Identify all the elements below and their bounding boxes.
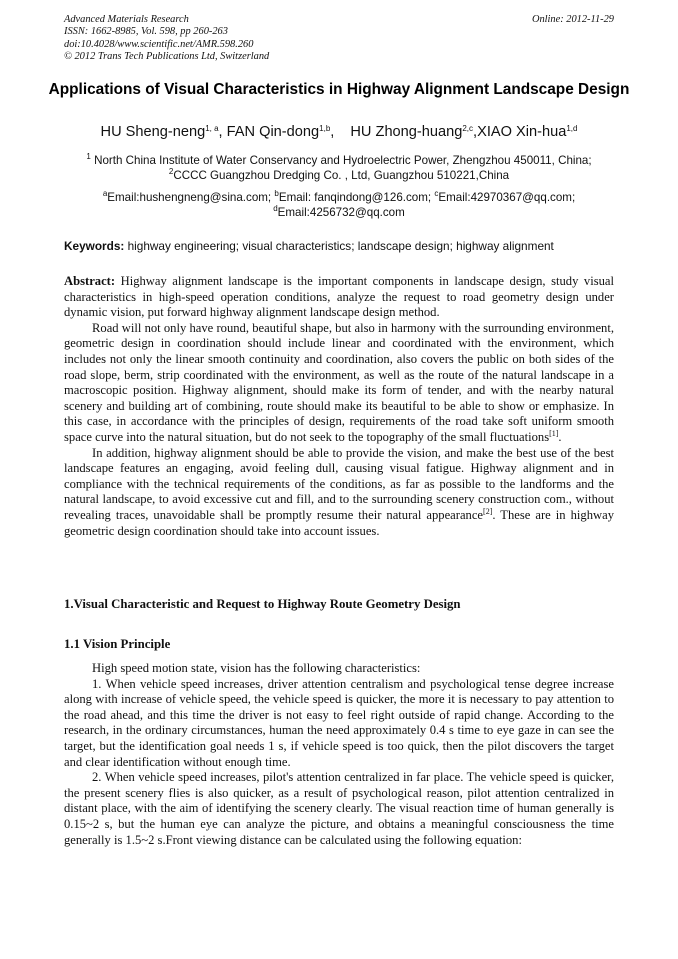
- author-affil-mark: 1,d: [566, 124, 578, 133]
- journal-name: Advanced Materials Research: [64, 14, 189, 25]
- body-paragraph: 1. When vehicle speed increases, driver attention centralism and psychological tense degree increase along with increase of vehicle speed, the vehicle speed is quicker, the more it is necessary to pay attention to the road ahead, and this time the driver is not easy to feel right outside of rapid change. According to the research, in the ordinary circumstances, human the need approximately 0.4 s time to eye gaze in can see the target, but the identification goal needs 1 s, if vehicle speed is too quick, then the pilot discovers the target and clear identification without enough time.: [64, 676, 614, 769]
- affiliations: [40, 153, 638, 183]
- author-list: HU Sheng-neng$^{1, a}$, FAN Qin-dong$^{1,b}$, HU Zhong-huang$^{2,c}$,XIAO Xin-hua$^{1,d}$: [100, 124, 578, 140]
- email-link[interactable]: Email:42970367@qq.com;: [438, 191, 576, 204]
- author-emails: $^a$Email:hushengneng@sina.com; $^b$Email: fanqindong@126.com; $^c$Email:42970367@qq.com; $^d$Email:4256732@qq.com: [102, 189, 576, 219]
- keywords: [64, 239, 618, 253]
- keywords-text: highway engineering; visual characteristics; landscape design; highway alignment: [127, 239, 554, 253]
- abstract-paragraph: Abstract: Highway alignment landscape is the important components in landscape design, study visual characteristics in high-speed operation conditions, analyze the request to road geometry design under dynamic vision, put forward highway alignment landscape design method.: [64, 274, 614, 320]
- affiliation-1: $^1$ North China Institute of Water Conservancy and Hydroelectric Power, Zhengzhou 450011, China;: [86, 152, 592, 167]
- doi-line: doi:10.4028/www.scientific.net/AMR.598.260: [64, 38, 254, 50]
- abstract: [64, 274, 614, 539]
- keywords-label: Keywords:: [64, 239, 125, 253]
- email-link[interactable]: Email:4256732@qq.com: [277, 206, 405, 219]
- author-name: HU Sheng-neng: [100, 124, 206, 140]
- citation-ref: [2]: [483, 506, 493, 516]
- author-name: HU Zhong-huang: [350, 124, 463, 140]
- section-body: [64, 661, 614, 848]
- email-link[interactable]: Email:hushengneng@sina.com;: [107, 191, 272, 204]
- copyright-line: © 2012 Trans Tech Publications Ltd, Switzerland: [64, 51, 270, 63]
- journal-header: [64, 14, 614, 64]
- author-affil-mark: 2,c: [462, 124, 474, 133]
- affiliation-2: $^2$CCCC Guangzhou Dredging Co. , Ltd, Guangzhou 510221,China: [168, 167, 510, 182]
- author-affil-mark: 1, a: [205, 124, 219, 133]
- paper-title: Applications of Visual Characteristics in Highway Alignment Landscape Design: [48, 81, 630, 98]
- citation-ref: [1]: [549, 428, 559, 438]
- author-affil-mark: 1,b: [319, 124, 331, 133]
- issn-line: ISSN: 1662-8985, Vol. 598, pp 260-263: [64, 26, 228, 38]
- author-name: XIAO Xin-hua: [477, 124, 567, 140]
- body-paragraph: High speed motion state, vision has the following characteristics:: [92, 661, 421, 675]
- abstract-paragraph: Road will not only have round, beautiful shape, but also in harmony with the surrounding environment, geometric design in coordination should include linear and coordinated with the environment, which includes not only the linear smooth continuity and coordination, also covers the public on both sides of the road slope, berm, strip coordinated with the environment, as well as the route of the natural landscape in a macroscopic position. Highway alignment, should make its form of tender, and with the nearby natural scenery and building art of combining, route should make its beautiful to be able to show or emphasize. In this case, in accordance with the principles of design, requirements of the road take soft uniform smooth space curve into the natural situation, but do not seek to the topography of the small fluctuations[1].: [64, 320, 614, 444]
- subsection-heading: 1.1 Vision Principle: [64, 637, 171, 651]
- author-name: FAN Qin-dong: [226, 124, 320, 140]
- section-heading: 1.Visual Characteristic and Request to Highway Route Geometry Design: [64, 597, 461, 611]
- abstract-label: Abstract:: [64, 274, 116, 288]
- online-date: Online: 2012-11-29: [531, 14, 614, 25]
- email-link[interactable]: Email: fanqindong@126.com;: [278, 191, 432, 204]
- abstract-paragraph: In addition, highway alignment should be able to provide the vision, and make the best use of the best landscape features an engaging, avoid feeling dull, causing visual fatigue. Highway alignment and in compliance with the technical requirements of the conditions, as far as possible to the landforms and the natural landscape, to avoid excessive cut and fill, and to the surrounding scenery construction com., without revealing traces, unavoidable shall be promptly resume their natural appearance[2]. These are in highway geometric design coordination should take into account issues.: [64, 445, 614, 538]
- body-paragraph: 2. When vehicle speed increases, pilot's attention centralized in far place. The vehicle speed is quicker, the present scenery flies is also quicker, as a result of psychological reason, pilot attention centralized in distant place, with the aim of identifying the scenery clearly. The visual reaction time of human generally is 0.15~2 s, but the human eye can analyze the picture, and obtains a meaningful consciousness the time generally is 1.5~2 s.Front viewing distance can be calculated using the following equation:: [64, 770, 614, 847]
